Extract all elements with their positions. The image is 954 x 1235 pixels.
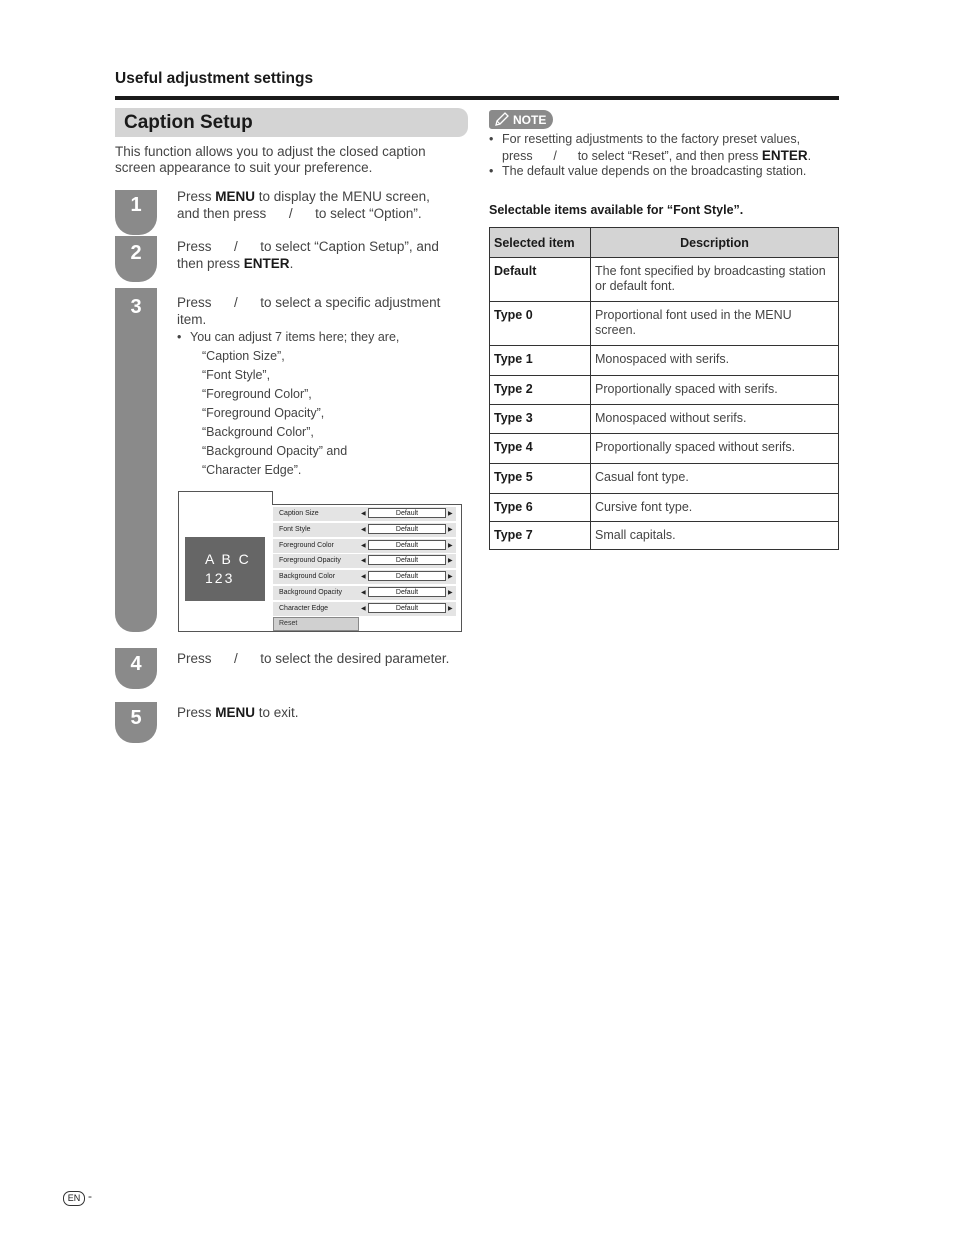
osd-row-foreground-color: Foreground Color ◀ Default ▶ [273,539,456,553]
item-cell: Type 0 [490,302,591,346]
table-row [490,405,839,434]
table-row [490,522,839,550]
step-2-number: 2 [115,236,157,282]
table-row [490,464,839,494]
step-2-text: Press / to select “Caption Setup”, and then press ENTER. [177,239,439,271]
adjustment-item: “Background Color”, [202,425,314,439]
right-arrow-icon: ▶ [448,558,453,564]
table-row [490,434,839,464]
item-cell: Default [490,258,591,302]
left-arrow-icon: ◀ [361,558,366,564]
item-cell: Type 4 [490,434,591,464]
font-style-table [489,227,839,550]
step-3-bullets: • You can adjust 7 items here; they are, “Caption Size”, “Font Style”, “Foreground Color”, “Foreground Opacity”, “Background Color”, “Background Opacity” and “Character Edge”. [177,328,462,480]
caption-preview-box: A B C 123 [185,537,265,601]
description-cell: Monospaced with serifs. [591,346,839,376]
adjustment-item: “Foreground Color”, [202,387,312,401]
description-cell: Small capitals. [591,522,839,550]
caption-setup-banner [115,108,468,137]
osd-menu-header [272,491,462,505]
item-cell: Type 2 [490,376,591,405]
left-arrow-icon: ◀ [361,543,366,549]
table-row [490,376,839,405]
left-arrow-icon: ◀ [361,511,366,517]
page-title: Caption Setup [124,112,253,133]
step-3-text: Press / to select a specific adjustment item. [177,295,441,327]
item-cell: Type 6 [490,494,591,522]
step-5-number: 5 [115,702,157,743]
description-cell: Proportionally spaced with serifs. [591,376,839,405]
description-cell: Casual font type. [591,464,839,494]
table-row [490,302,839,346]
osd-row-background-color: Background Color ◀ Default ▶ [273,570,456,584]
right-arrow-icon: ▶ [448,590,453,596]
header-rule [115,96,839,100]
left-arrow-icon: ◀ [361,606,366,612]
osd-reset-button: Reset [273,617,359,631]
osd-row-caption-size: Caption Size ◀ Default ▶ [273,507,456,521]
page-number-dash: - [88,1189,92,1203]
table-row [490,258,839,302]
osd-row-font-style: Font Style ◀ Default ▶ [273,523,456,537]
right-arrow-icon: ▶ [448,527,453,533]
osd-row-foreground-opacity: Foreground Opacity ◀ Default ▶ [273,554,456,568]
intro-text: This function allows you to adjust the closed caption screen appearance to suit your preference. [115,144,426,175]
adjustment-item: “Foreground Opacity”, [202,406,325,420]
column-header-description: Description [591,228,839,258]
description-cell: Proportional font used in the MENU screen. [591,302,839,346]
right-arrow-icon: ▶ [448,543,453,549]
pencil-icon [494,112,510,127]
item-cell: Type 3 [490,405,591,434]
osd-row-background-opacity: Background Opacity ◀ Default ▶ [273,586,456,600]
left-arrow-icon: ◀ [361,574,366,580]
table-row [490,494,839,522]
table-row [490,346,839,376]
description-cell: Cursive font type. [591,494,839,522]
osd-row-character-edge: Character Edge ◀ Default ▶ [273,602,456,616]
description-cell: Proportionally spaced without serifs. [591,434,839,464]
adjustment-item: “Font Style”, [202,368,271,382]
description-cell: Monospaced without serifs. [591,405,839,434]
item-cell: Type 7 [490,522,591,550]
section-title: Useful adjustment settings [115,70,314,87]
item-cell: Type 1 [490,346,591,376]
step-4-number: 4 [115,648,157,689]
adjustment-item: “Caption Size”, [202,349,285,363]
step-1-number: 1 [115,190,157,235]
note-badge: NOTE [489,110,553,129]
description-cell: The font specified by broadcasting station or default font. [591,258,839,302]
left-arrow-icon: ◀ [361,590,366,596]
step-5-text: Press MENU to exit. [177,705,299,720]
step-1-text: Press MENU to display the MENU screen, and then press / to select “Option”. [177,189,430,221]
right-arrow-icon: ▶ [448,606,453,612]
language-badge: EN [63,1191,85,1206]
step-4-text: Press / to select the desired parameter. [177,651,450,666]
table-header-row [490,228,839,258]
right-arrow-icon: ▶ [448,574,453,580]
font-style-table-caption: Selectable items available for “Font Style”. [489,203,744,217]
step-3-number: 3 [115,288,157,632]
left-arrow-icon: ◀ [361,527,366,533]
adjustment-item: “Background Opacity” and [202,444,348,458]
adjustment-item: “Character Edge”. [202,463,302,477]
right-arrow-icon: ▶ [448,511,453,517]
note-text: • For resetting adjustments to the factory preset values, press / to select “Reset”, and then press ENTER. • The default value depends on the broadcasting station. [489,132,812,178]
column-header-item: Selected item [490,228,591,258]
item-cell: Type 5 [490,464,591,494]
